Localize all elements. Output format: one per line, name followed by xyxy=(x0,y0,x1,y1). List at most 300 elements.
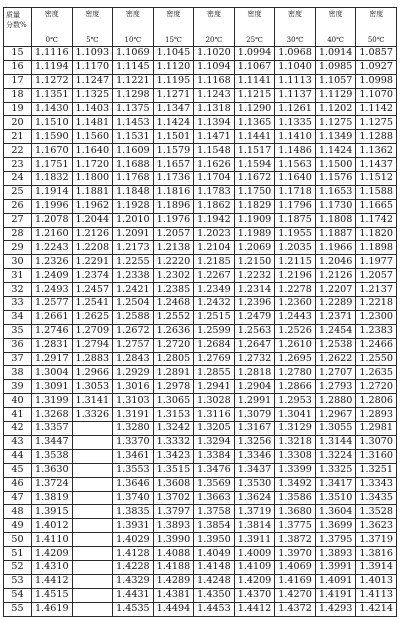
density-cell: 1.4619 xyxy=(32,602,73,616)
density-cell: 1.3740 xyxy=(113,491,154,505)
table-row xyxy=(4,519,397,533)
density-cell: 1.2709 xyxy=(72,324,113,338)
density-cell: 1.4248 xyxy=(194,574,235,588)
density-cell: 1.3055 xyxy=(315,422,356,436)
mass-fraction-cell: 45 xyxy=(4,463,32,477)
density-cell: 1.2383 xyxy=(356,324,397,338)
density-cell: 1.3141 xyxy=(72,394,113,408)
density-cell: 1.4310 xyxy=(32,560,73,574)
density-cell: 1.2720 xyxy=(356,380,397,394)
density-cell: 1.1670 xyxy=(32,144,73,158)
mass-fraction-cell: 44 xyxy=(4,449,32,463)
density-cell: 1.1590 xyxy=(32,130,73,144)
density-cell: 1.1275 xyxy=(356,116,397,130)
density-cell: 1.2599 xyxy=(194,324,235,338)
density-cell: 1.1290 xyxy=(234,102,275,116)
density-cell: 1.3417 xyxy=(315,477,356,491)
density-cell: 1.2769 xyxy=(194,352,235,366)
density-cell: 1.2661 xyxy=(32,310,73,324)
density-cell: 1.2371 xyxy=(315,310,356,324)
density-cell: 1.1168 xyxy=(194,74,235,88)
density-cell: 1.3758 xyxy=(194,505,235,519)
header-temp-label: 40℃ xyxy=(327,36,344,44)
header-temp-50 xyxy=(356,8,397,47)
density-cell: 1.3719 xyxy=(234,505,275,519)
header-temp-5 xyxy=(72,8,113,47)
mass-fraction-cell: 19 xyxy=(4,102,32,116)
density-cell xyxy=(72,602,113,616)
density-cell: 1.2374 xyxy=(72,269,113,283)
density-cell: 1.3423 xyxy=(153,449,194,463)
density-cell: 1.2891 xyxy=(153,366,194,380)
mass-fraction-cell: 28 xyxy=(4,227,32,241)
table-row xyxy=(4,547,397,561)
density-cell xyxy=(72,491,113,505)
density-cell: 1.1116 xyxy=(32,47,73,61)
density-cell: 1.2409 xyxy=(32,269,73,283)
mass-fraction-cell: 43 xyxy=(4,435,32,449)
density-cell: 1.1272 xyxy=(32,74,73,88)
header-density-label: 密度 xyxy=(288,10,303,18)
density-cell: 1.2078 xyxy=(32,213,73,227)
density-cell: 1.2289 xyxy=(315,297,356,311)
table-row xyxy=(4,144,397,158)
mass-fraction-cell: 52 xyxy=(4,560,32,574)
density-cell: 1.1500 xyxy=(315,158,356,172)
density-cell: 1.4431 xyxy=(113,588,154,602)
density-cell: 1.1531 xyxy=(113,130,154,144)
mass-fraction-cell: 53 xyxy=(4,574,32,588)
mass-fraction-cell: 39 xyxy=(4,380,32,394)
density-cell: 1.3346 xyxy=(234,449,275,463)
density-cell: 1.1113 xyxy=(275,74,316,88)
table-row xyxy=(4,102,397,116)
table-row xyxy=(4,269,397,283)
header-fraction-label: 分数% xyxy=(6,21,27,29)
mass-fraction-cell: 18 xyxy=(4,88,32,102)
table-row xyxy=(4,74,397,88)
density-cell: 1.3399 xyxy=(275,463,316,477)
density-table xyxy=(3,7,397,617)
table-row xyxy=(4,324,397,338)
density-cell: 1.1510 xyxy=(32,116,73,130)
density-cell: 1.2843 xyxy=(113,352,154,366)
density-cell: 1.1471 xyxy=(194,130,235,144)
density-cell: 1.3199 xyxy=(32,394,73,408)
density-cell: 1.3476 xyxy=(194,463,235,477)
density-cell: 1.3680 xyxy=(275,505,316,519)
header-temp-25 xyxy=(234,8,275,47)
density-cell: 1.2173 xyxy=(113,241,154,255)
density-cell xyxy=(72,560,113,574)
density-cell: 1.1989 xyxy=(234,227,275,241)
density-cell: 1.1430 xyxy=(32,102,73,116)
density-cell: 1.1768 xyxy=(113,172,154,186)
density-cell: 1.3079 xyxy=(234,408,275,422)
mass-fraction-cell: 40 xyxy=(4,394,32,408)
density-cell: 1.2967 xyxy=(315,408,356,422)
density-cell: 1.1441 xyxy=(234,130,275,144)
density-cell: 1.2468 xyxy=(153,297,194,311)
density-cell: 1.3646 xyxy=(113,477,154,491)
table-row xyxy=(4,463,397,477)
density-cell: 1.2091 xyxy=(113,227,154,241)
density-cell: 1.3492 xyxy=(275,477,316,491)
density-cell: 1.2855 xyxy=(194,366,235,380)
density-cell: 1.2069 xyxy=(234,241,275,255)
density-cell: 1.2904 xyxy=(234,380,275,394)
density-cell: 1.1325 xyxy=(72,88,113,102)
density-cell: 1.2515 xyxy=(194,310,235,324)
density-cell: 1.1730 xyxy=(315,199,356,213)
density-cell: 1.2457 xyxy=(72,283,113,297)
density-cell: 1.3326 xyxy=(72,408,113,422)
table-row xyxy=(4,435,397,449)
header-density-label: 密度 xyxy=(206,10,221,18)
mass-fraction-cell: 34 xyxy=(4,310,32,324)
header-temp-label: 20℃ xyxy=(205,36,223,44)
density-cell: 1.2010 xyxy=(113,213,154,227)
density-cell: 1.2818 xyxy=(234,366,275,380)
density-cell: 1.2046 xyxy=(315,255,356,269)
mass-fraction-cell: 48 xyxy=(4,505,32,519)
table-row xyxy=(4,574,397,588)
density-cell: 1.3724 xyxy=(32,477,73,491)
density-cell: 1.2493 xyxy=(32,283,73,297)
density-cell: 1.2695 xyxy=(275,352,316,366)
density-cell: 1.2550 xyxy=(356,352,397,366)
density-cell: 1.2941 xyxy=(194,380,235,394)
density-cell: 1.3950 xyxy=(194,533,235,547)
table-row xyxy=(4,199,397,213)
density-cell: 1.2577 xyxy=(32,297,73,311)
density-cell: 1.3719 xyxy=(356,533,397,547)
density-cell: 1.0985 xyxy=(315,60,356,74)
mass-fraction-cell: 36 xyxy=(4,338,32,352)
mass-fraction-cell: 33 xyxy=(4,297,32,311)
density-cell: 1.1976 xyxy=(153,213,194,227)
density-cell: 1.1288 xyxy=(356,130,397,144)
density-cell: 1.4370 xyxy=(234,588,275,602)
density-cell: 1.4169 xyxy=(275,574,316,588)
density-cell: 1.1736 xyxy=(153,172,194,186)
density-cell: 1.3816 xyxy=(356,547,397,561)
density-cell: 1.1962 xyxy=(72,199,113,213)
density-cell: 1.4191 xyxy=(315,588,356,602)
density-cell: 1.1742 xyxy=(356,213,397,227)
density-cell: 1.3070 xyxy=(356,435,397,449)
table-row xyxy=(4,352,397,366)
density-cell: 1.2757 xyxy=(113,338,154,352)
table-row xyxy=(4,241,397,255)
header-temp-15 xyxy=(153,8,194,47)
density-cell: 1.3004 xyxy=(32,366,73,380)
density-cell: 1.4188 xyxy=(153,560,194,574)
density-cell: 1.2232 xyxy=(234,269,275,283)
density-cell: 1.2220 xyxy=(153,255,194,269)
density-cell: 1.1640 xyxy=(275,172,316,186)
density-cell: 1.2104 xyxy=(194,241,235,255)
density-cell: 1.1909 xyxy=(234,213,275,227)
density-cell: 1.2207 xyxy=(315,283,356,297)
density-cell: 1.3160 xyxy=(356,449,397,463)
table-row xyxy=(4,310,397,324)
density-cell: 1.1640 xyxy=(72,144,113,158)
density-cell: 1.1579 xyxy=(153,144,194,158)
header-row xyxy=(4,8,397,47)
density-cell: 1.2057 xyxy=(153,227,194,241)
mass-fraction-cell: 41 xyxy=(4,408,32,422)
density-cell: 1.3116 xyxy=(194,408,235,422)
density-cell: 1.4381 xyxy=(153,588,194,602)
density-cell: 1.3332 xyxy=(153,435,194,449)
density-cell: 1.3435 xyxy=(356,491,397,505)
density-cell: 1.1145 xyxy=(113,60,154,74)
density-cell: 1.1349 xyxy=(315,130,356,144)
density-cell: 1.4148 xyxy=(194,560,235,574)
density-cell: 1.2023 xyxy=(194,227,235,241)
density-cell: 1.1069 xyxy=(113,47,154,61)
density-cell: 1.1247 xyxy=(72,74,113,88)
density-cell: 1.1275 xyxy=(315,116,356,130)
density-cell: 1.1094 xyxy=(194,60,235,74)
density-cell: 1.1365 xyxy=(234,116,275,130)
density-cell: 1.3091 xyxy=(32,380,73,394)
table-row xyxy=(4,602,397,616)
density-cell: 1.3325 xyxy=(315,463,356,477)
density-cell: 1.3144 xyxy=(315,435,356,449)
density-cell: 1.1195 xyxy=(153,74,194,88)
density-cell: 1.3437 xyxy=(234,463,275,477)
table-row xyxy=(4,449,397,463)
density-cell: 1.3538 xyxy=(32,449,73,463)
density-cell: 1.1751 xyxy=(32,158,73,172)
density-cell: 1.3205 xyxy=(194,422,235,436)
table-row xyxy=(4,283,397,297)
density-cell: 1.3065 xyxy=(153,394,194,408)
density-cell: 1.3218 xyxy=(275,435,316,449)
density-cell: 1.1335 xyxy=(275,116,316,130)
density-cell: 1.3191 xyxy=(113,408,154,422)
density-cell: 1.0857 xyxy=(356,47,397,61)
density-cell: 1.2563 xyxy=(234,324,275,338)
density-cell: 1.2732 xyxy=(234,352,275,366)
density-cell: 1.2504 xyxy=(113,297,154,311)
density-cell: 1.2300 xyxy=(356,310,397,324)
mass-fraction-cell: 26 xyxy=(4,199,32,213)
density-cell: 1.2635 xyxy=(356,366,397,380)
density-cell: 1.1170 xyxy=(72,60,113,74)
density-cell: 1.1142 xyxy=(356,102,397,116)
density-cell: 1.4289 xyxy=(153,574,194,588)
density-cell: 1.1424 xyxy=(315,144,356,158)
density-cell: 1.4009 xyxy=(234,547,275,561)
mass-fraction-cell: 29 xyxy=(4,241,32,255)
density-cell: 1.4013 xyxy=(356,574,397,588)
density-cell: 1.1862 xyxy=(194,199,235,213)
density-cell: 1.1453 xyxy=(113,116,154,130)
density-cell: 1.1070 xyxy=(356,88,397,102)
mass-fraction-cell: 47 xyxy=(4,491,32,505)
density-cell: 1.1816 xyxy=(153,185,194,199)
density-cell: 1.2338 xyxy=(113,269,154,283)
mass-fraction-cell: 37 xyxy=(4,352,32,366)
density-cell: 1.2793 xyxy=(315,380,356,394)
density-cell: 1.2421 xyxy=(113,283,154,297)
density-cell: 1.1486 xyxy=(275,144,316,158)
density-cell: 1.4515 xyxy=(32,588,73,602)
density-cell: 1.3814 xyxy=(234,519,275,533)
density-cell: 1.3343 xyxy=(356,477,397,491)
header-temp-label: 10℃ xyxy=(124,36,142,44)
table-row xyxy=(4,380,397,394)
mass-fraction-cell: 15 xyxy=(4,47,32,61)
density-cell: 1.2588 xyxy=(113,310,154,324)
density-cell: 1.4329 xyxy=(113,574,154,588)
header-density-label: 密度 xyxy=(328,10,343,18)
density-cell: 1.2396 xyxy=(234,297,275,311)
density-cell: 1.2953 xyxy=(275,394,316,408)
density-cell: 1.1955 xyxy=(275,227,316,241)
density-cell: 1.1783 xyxy=(194,185,235,199)
density-cell: 1.2160 xyxy=(32,227,73,241)
table-row xyxy=(4,588,397,602)
density-cell: 1.3854 xyxy=(194,519,235,533)
density-cell: 1.3893 xyxy=(153,519,194,533)
table-row xyxy=(4,116,397,130)
density-cell: 1.4110 xyxy=(32,533,73,547)
density-cell: 1.2831 xyxy=(32,338,73,352)
mass-fraction-cell: 21 xyxy=(4,130,32,144)
density-cell: 1.3224 xyxy=(315,449,356,463)
density-cell: 1.1560 xyxy=(72,130,113,144)
density-cell: 1.1045 xyxy=(153,47,194,61)
density-cell: 1.1750 xyxy=(234,185,275,199)
density-cell: 1.2883 xyxy=(72,352,113,366)
density-cell: 1.3530 xyxy=(234,477,275,491)
mass-fraction-cell: 31 xyxy=(4,269,32,283)
density-cell: 1.1141 xyxy=(234,74,275,88)
density-cell: 1.2385 xyxy=(153,283,194,297)
table-row xyxy=(4,158,397,172)
density-cell: 1.3268 xyxy=(32,408,73,422)
density-cell: 1.2684 xyxy=(194,338,235,352)
density-cell: 1.3990 xyxy=(153,533,194,547)
density-cell: 1.1688 xyxy=(113,158,154,172)
density-cell: 1.1829 xyxy=(234,199,275,213)
density-cell: 1.4535 xyxy=(113,602,154,616)
density-cell: 1.3795 xyxy=(315,533,356,547)
density-cell: 1.1576 xyxy=(315,172,356,186)
density-cell: 1.1271 xyxy=(153,88,194,102)
density-cell: 1.1243 xyxy=(194,88,235,102)
table-row xyxy=(4,130,397,144)
density-cell: 1.2893 xyxy=(356,408,397,422)
density-cell: 1.4209 xyxy=(234,574,275,588)
density-cell: 1.1548 xyxy=(194,144,235,158)
density-cell: 1.3914 xyxy=(356,560,397,574)
density-cell: 1.2360 xyxy=(275,297,316,311)
header-density-label: 密度 xyxy=(247,10,262,18)
density-cell: 1.2966 xyxy=(72,366,113,380)
density-cell: 1.1942 xyxy=(194,213,235,227)
density-cell: 1.1137 xyxy=(275,88,316,102)
density-cell: 1.1914 xyxy=(32,185,73,199)
mass-fraction-cell: 27 xyxy=(4,213,32,227)
header-density-label: 密度 xyxy=(125,10,140,18)
table-row xyxy=(4,505,397,519)
density-cell: 1.2185 xyxy=(194,255,235,269)
density-cell: 1.1057 xyxy=(315,74,356,88)
density-cell: 1.3103 xyxy=(113,394,154,408)
density-cell: 1.2526 xyxy=(275,324,316,338)
density-cell: 1.4088 xyxy=(153,547,194,561)
density-cell: 1.2625 xyxy=(72,310,113,324)
density-cell: 1.4453 xyxy=(194,602,235,616)
density-cell: 1.2255 xyxy=(113,255,154,269)
density-cell: 1.2672 xyxy=(113,324,154,338)
density-cell: 1.2291 xyxy=(72,255,113,269)
density-cell: 1.1194 xyxy=(32,60,73,74)
density-cell: 1.4209 xyxy=(32,547,73,561)
density-cell: 1.2057 xyxy=(356,269,397,283)
header-temp-30 xyxy=(275,8,316,47)
density-cell: 1.0927 xyxy=(356,60,397,74)
density-cell: 1.3447 xyxy=(32,435,73,449)
density-cell: 1.1626 xyxy=(194,158,235,172)
density-cell: 1.2610 xyxy=(275,338,316,352)
density-cell: 1.3016 xyxy=(113,380,154,394)
header-temp-0 xyxy=(32,8,73,47)
density-cell: 1.1394 xyxy=(194,116,235,130)
density-cell: 1.3242 xyxy=(153,422,194,436)
density-cell: 1.3280 xyxy=(113,422,154,436)
density-cell xyxy=(72,435,113,449)
density-cell: 1.1800 xyxy=(72,172,113,186)
mass-fraction-cell: 54 xyxy=(4,588,32,602)
table-row xyxy=(4,491,397,505)
header-temp-10 xyxy=(113,8,154,47)
density-cell: 1.1437 xyxy=(356,158,397,172)
density-cell: 1.1298 xyxy=(113,88,154,102)
density-cell: 1.2794 xyxy=(72,338,113,352)
table-row xyxy=(4,297,397,311)
mass-fraction-cell: 49 xyxy=(4,519,32,533)
density-cell: 1.2929 xyxy=(113,366,154,380)
density-cell: 1.1093 xyxy=(72,47,113,61)
header-temp-20 xyxy=(194,8,235,47)
density-cell: 1.1588 xyxy=(356,185,397,199)
density-cell: 1.3515 xyxy=(153,463,194,477)
density-cell: 1.3702 xyxy=(153,491,194,505)
density-cell: 1.3604 xyxy=(315,505,356,519)
density-cell: 1.1501 xyxy=(153,130,194,144)
density-cell: 1.1977 xyxy=(356,255,397,269)
density-cell: 1.2538 xyxy=(315,338,356,352)
density-cell: 1.1202 xyxy=(315,102,356,116)
density-cell: 1.3872 xyxy=(275,533,316,547)
density-cell: 1.1351 xyxy=(32,88,73,102)
density-cell: 1.3915 xyxy=(32,505,73,519)
density-cell: 1.2035 xyxy=(275,241,316,255)
density-cell: 1.3357 xyxy=(32,422,73,436)
table-row xyxy=(4,60,397,74)
density-cell: 1.2278 xyxy=(275,283,316,297)
density-cell: 1.1665 xyxy=(356,199,397,213)
density-cell: 1.3624 xyxy=(234,491,275,505)
mass-fraction-cell: 46 xyxy=(4,477,32,491)
mass-fraction-cell: 22 xyxy=(4,144,32,158)
